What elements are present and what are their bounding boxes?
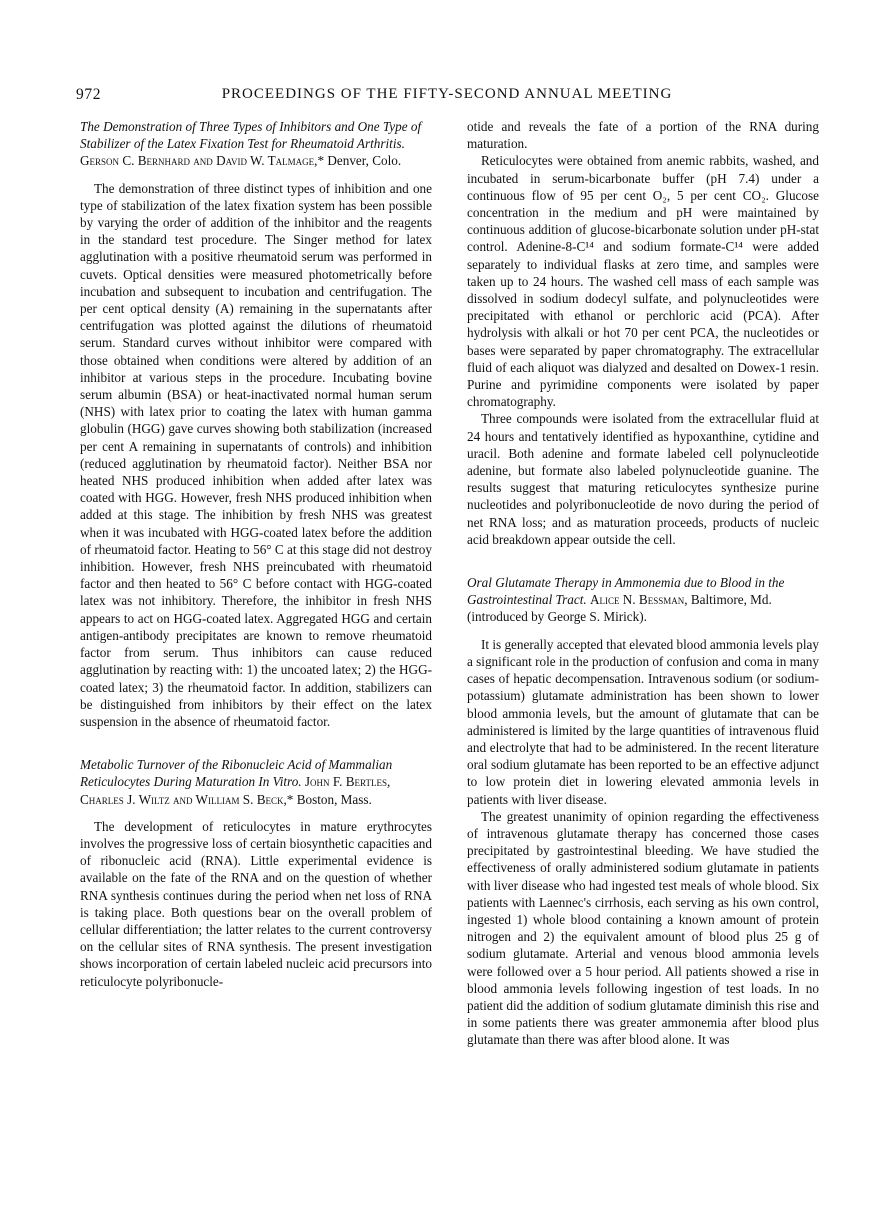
abstract-paragraph: Reticulocytes were obtained from anemic rabbits, washed, and incubated in serum-bicarbonate buffer (pH 7.4) under a continuous flow of 95 per cent O₂, 5 per cent CO₂. Glucose concentration in the medium and pH were maintained by continuous addition of glucose-bicarbonate solution under pH-stat control. Adenine-8-C¹⁴ and sodium formate-C¹⁴ were added separately to individual flasks at zero time, and samples were taken up to 24 hours. The washed cell mass of each sample was dissolved in sodium dodecyl sulfate, and polynucleotides were precipitated with ethanol or perchloric acid (PCA). After hydrolysis with alkali or hot 70 per cent PCA, the nucleotides or bases were separated by paper chromatography. The extracellular fluid of each aliquot was dialyzed and desalted on Dowex-1 resin. Purine and pyrimidine components were isolated by paper chromatography.	[467, 153, 819, 410]
abstract-heading-latex	[80, 118, 432, 170]
abstract-heading-glutamate	[467, 574, 819, 626]
article-title: The Demonstration of Three Types of Inhibitors and One Type of Stabilizer of the Latex Fixation Test for Rheumatoid Arthritis.	[80, 119, 422, 152]
abstract-paragraph: It is generally accepted that elevated blood ammonia levels play a significant role in the production of confusion and coma in many cases of hepatic decompensation. Intravenous sodium (or sodium-potassium) glutamate administration has been shown to lower blood ammonia levels, but the amount of glutamate that can be administered is limited by the large quantities of intravenous fluid and electrolyte that had to be administered. In the recent literature oral sodium glutamate has been reported to be an effective adjunct to low protein diet in lowering elevated ammonia levels in patients with liver disease.	[467, 636, 819, 807]
article-authors: Gerson C. Bernhard and David W. Talmage,*	[80, 153, 325, 169]
page-number: 972	[76, 86, 102, 103]
article-title: Oral Glutamate Therapy in Ammonemia due to Blood in the Gastrointestinal Tract.	[467, 575, 785, 608]
abstract-paragraph: The development of reticulocytes in mature erythrocytes involves the progressive loss of certain biosynthetic capacities and of ribonucleic acid (RNA). Little experimental evidence is available on the fate of the RNA and on the question of whether RNA synthesis continues during the period when net loss of RNA is taking place. Both questions bear on the overall problem of cellular differentiation; the latter relates to the current controversy on the cellular sites of RNA synthesis. The present investigation shows incorporation of certain labeled nucleic acid precursors into reticulocyte polyribonucle-	[80, 818, 432, 989]
article-title: Metabolic Turnover of the Ribonucleic Acid of Mammalian Reticulocytes During Maturation In Vitro.	[80, 757, 393, 790]
article-location: Baltimore, Md. (introduced by George S. Mirick).	[467, 592, 772, 625]
article-location: Boston, Mass.	[293, 791, 372, 807]
article-authors: John F. Bertles, Charles J. Wiltz and William S. Beck,*	[80, 774, 391, 807]
abstract-paragraph: The greatest unanimity of opinion regarding the effectiveness of intravenous glutamate therapy has concerned those cases precipitated by gastrointestinal bleeding. We have studied the effectiveness of orally administered sodium glutamate in patients with liver disease who had ingested test meals of whole blood. Six patients with Laennec's cirrhosis, each serving as his own control, ingested 1) whole blood containing a known amount of protein nitrogen and 2) the equivalent amount of blood plus 25 g of sodium glutamate. Arterial and venous blood ammonia levels were followed over a 5 hour period. All patients showed a rise in blood ammonia levels following ingestion of test loads. In no patient did the addition of sodium glutamate diminish this rise and in some patients there was greater ammonemia after blood plus glutamate than there was after blood alone. It was	[467, 808, 819, 1048]
left-column	[80, 118, 432, 990]
article-location: Denver, Colo.	[324, 153, 402, 169]
running-head: PROCEEDINGS OF THE FIFTY-SECOND ANNUAL MEETING	[221, 86, 673, 102]
page-header	[76, 86, 818, 106]
abstract-paragraph: Three compounds were isolated from the extracellular fluid at 24 hours and tentatively identified as hypoxanthine, cytidine and uracil. Both adenine and formate labeled cell polynucleotide adenine, but formate also labeled polynucleotide guanine. The results suggest that maturing reticulocytes synthesize purine nucleotides and polyribonucleotide de novo during the period of net RNA loss; and as maturation proceeds, products of nucleic acid breakdown appear outside the cell.	[467, 411, 819, 547]
abstract-paragraph-continued: otide and reveals the fate of a portion of the RNA during maturation.	[467, 119, 819, 152]
article-authors: Alice N. Bessman,	[589, 592, 688, 608]
abstract-heading-rna	[80, 756, 432, 808]
abstract-paragraph: The demonstration of three distinct types of inhibition and one type of stabilization of the latex fixation system has been possible by varying the order of addition of the inhibitor and the reagents in the standard test procedure. The Singer method for latex agglutination with a positive rheumatoid serum was performed in cuvets. Optical densities were measured photometrically before incubation and subsequent to incubation and centrifugation. The per cent optical density (A) remaining in the supernatants after centrifugation was plotted against the dilutions of rheumatoid serum. Standard curves without inhibitor were compared with those obtained when conditions were altered by addition of an inhibitor at various steps in the procedure. Incubating bovine serum albumin (BSA) or heat-inactivated normal human serum (NHS) with latex prior to coating the latex with human gamma globulin (HGG) gave curves showing both stabilization (increased per cent A remaining in supernatants of controls) and inhibition (reduced agglutination by rheumatoid factor). Neither BSA nor heated NHS produced inhibition when added after latex was coated with HGG. However, fresh NHS produced inhibition when added at this stage. The inhibition by fresh NHS was greatest when it was incubated with HGG-coated latex before the addition of rheumatoid factor. Heating to 56° C at this stage did not destroy inhibition. However, fresh NHS preincubated with rheumatoid factor and then heated to 56° C before contact with HGG-coated latex was not inhibitory. Therefore, the inhibitor in fresh NHS appears to act on HGG-coated latex. Aggregated HGG and certain antigen-antibody precipitates are known to remove rheumatoid factor from serum. Thus inhibitors can cause reduced agglutination by reacting with: 1) the uncoated latex; 2) the HGG-coated latex; 3) the rheumatoid factor. In addition, stabilizers can be distinguished from inhibitors by their effect on the latex suspension in the absence of rheumatoid factor.	[80, 180, 432, 729]
right-column	[467, 118, 819, 1049]
